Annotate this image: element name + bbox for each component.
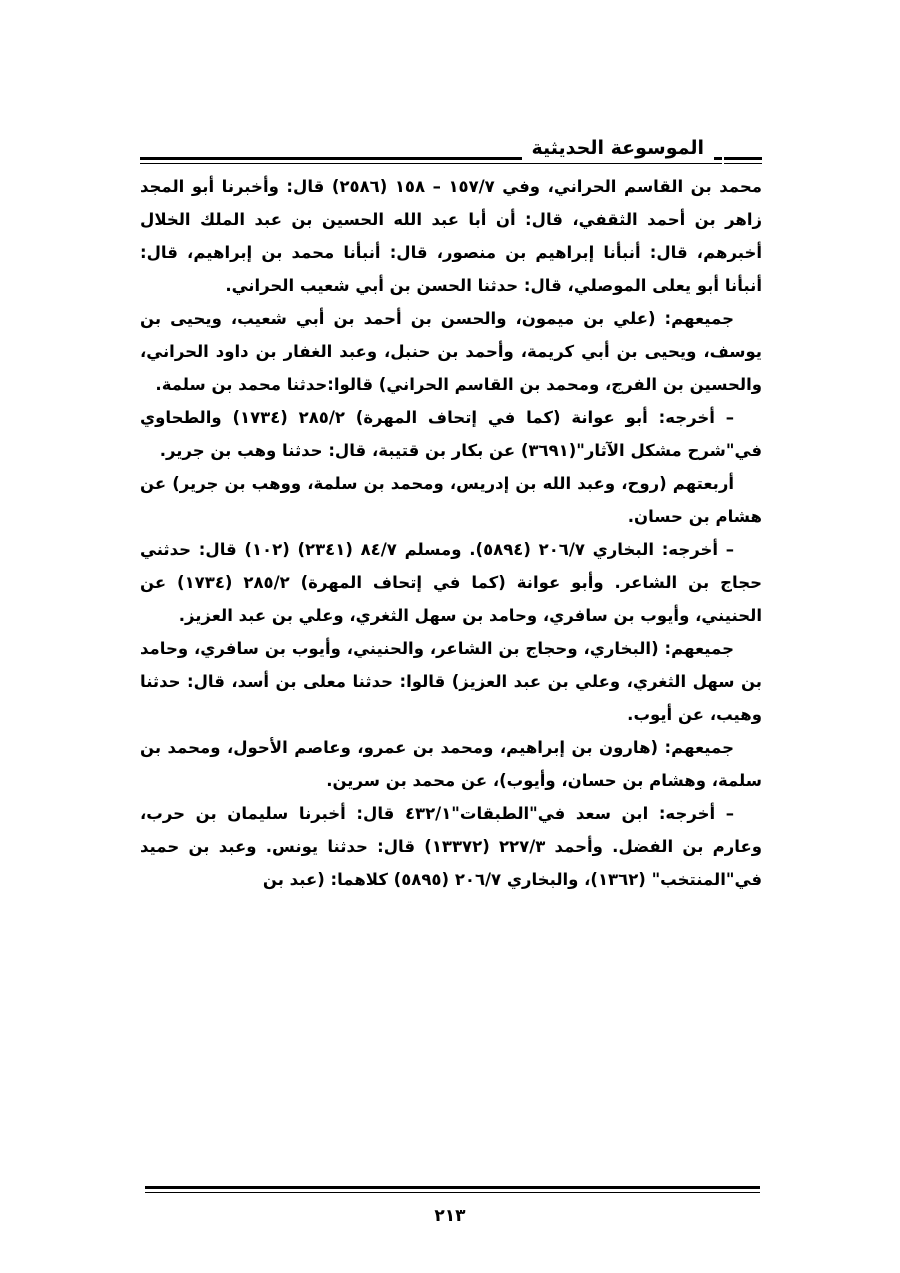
footer-rule-thin	[145, 1192, 760, 1193]
paragraph: جميعهم: (هارون بن إبراهيم، ومحمد بن عمرو، وعاصم الأحول، ومحمد بن سلمة، وهشام بن حسان، وأيوب)، عن محمد بن سرين.	[140, 738, 762, 790]
page-number: ٢١٣	[434, 1206, 466, 1226]
running-header	[140, 132, 762, 172]
paragraph: أربعتهم (روح، وعبد الله بن إدريس، ومحمد بن سلمة، ووهب بن جرير) عن هشام بن حسان.	[140, 474, 762, 526]
paragraph: – أخرجه: البخاري ٢٠٦/٧ (٥٨٩٤). ومسلم ٨٤/٧ (٢٣٤١) (١٠٢) قال: حدثني حجاج بن الشاعر. وأبو عوانة (كما في إتحاف المهرة) ٢٨٥/٢ (١٧٣٤) عن الحنيني، وأيوب بن سافري، وحامد بن سهل الثغري، وعلي بن عبد العزيز.	[140, 540, 762, 625]
paragraph: جميعهم: (علي بن ميمون، والحسن بن أحمد بن أبي شعيب، ويحيى بن يوسف، ويحيى بن أبي كريمة، وأحمد بن حنبل، وعبد الغفار بن داود الحراني، والحسين بن الفرج، ومحمد بن القاسم الحراني) قالوا:حدثنا محمد بن سلمة.	[140, 309, 762, 394]
header-rule-thin	[140, 163, 762, 164]
paragraph: محمد بن القاسم الحراني، وفي ١٥٧/٧ – ١٥٨ (٢٥٨٦) قال: وأخبرنا أبو المجد زاهر بن أحمد الثقفي، قال: أن أبا عبد الله الحسين بن عبد الملك الخلال أخبرهم، قال: أنبأنا إبراهيم بن منصور، قال: أنبأنا محمد بن إبراهيم، قال: أنبأنا أبو يعلى الموصلي، قال: حدثنا الحسن بن أبي شعيب الحراني.	[140, 177, 762, 295]
page-body	[140, 170, 762, 896]
header-rule-end	[722, 157, 762, 164]
paragraph: – أخرجه: ابن سعد في"الطبقات"٤٣٢/١ قال: أخبرنا سليمان بن حرب، وعارم بن الفضل. وأحمد ٢٢٧/٣ (١٣٣٧٢) قال: حدثنا يونس. وعبد بن حميد في"المنتخب" (١٣٦٢)، والبخاري ٢٠٦/٧ (٥٨٩٥) كلاهما: (عبد بن	[140, 804, 762, 889]
footer-rule	[145, 1186, 760, 1189]
paragraph: جميعهم: (البخاري، وحجاج بن الشاعر، والحنيني، وأيوب بن سافري، وحامد بن سهل الثغري، وعلي بن عبد العزيز) قالوا: حدثنا معلى بن أسد، قال: حدثنا وهيب، عن أيوب.	[140, 639, 762, 724]
book-title: الموسوعة الحديثية	[522, 134, 715, 162]
paragraph: – أخرجه: أبو عوانة (كما في إتحاف المهرة) ٢٨٥/٢ (١٧٣٤) والطحاوي في"شرح مشكل الآثار"(٣٦٩١) عن بكار بن قتيبة، قال: حدثنا وهب بن جرير.	[140, 408, 762, 460]
